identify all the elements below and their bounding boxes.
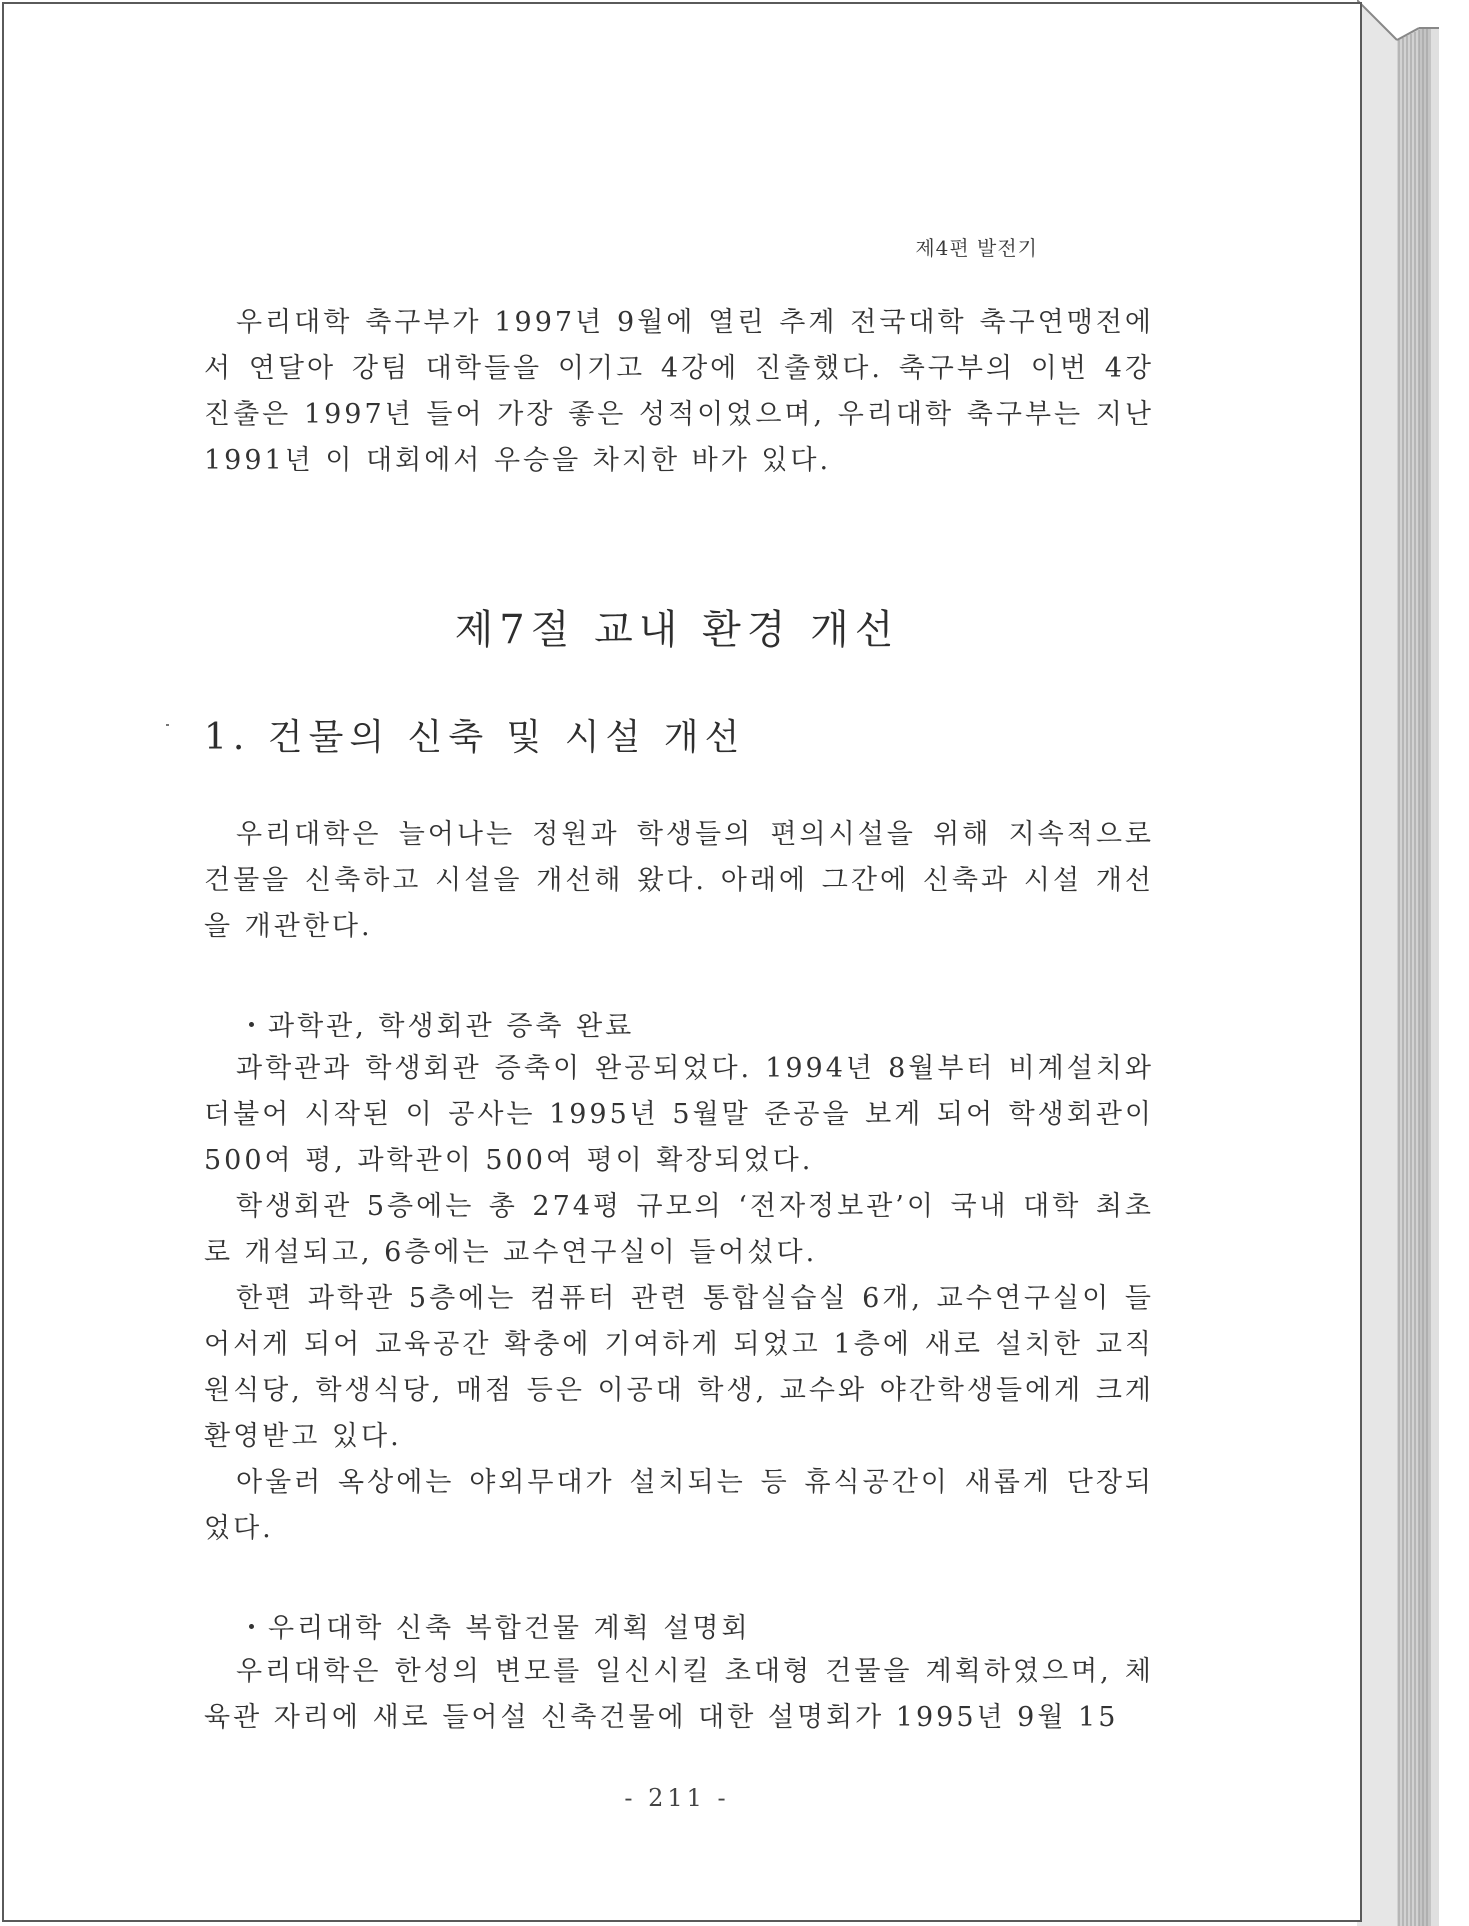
paragraph: 학생회관 5층에는 총 274평 규모의 ‘전자정보관’이 국내 대학 최초로 개설되고, 6층에는 교수연구실이 들어섰다. — [204, 1191, 1154, 1268]
intro-paragraph: 우리대학 축구부가 1997년 9월에 열린 추계 전국대학 축구연맹전에서 연달아 강팀 대학들을 이기고 4강에 진출했다. 축구부의 이번 4강 진출은 1997년 들어 가장 좋은 성적이었으며, 우리대학 축구부는 지난 1991년 이 대회에서 우승을 차지한 바가 있다. — [204, 307, 1154, 476]
paragraph: 과학관과 학생회관 증축이 완공되었다. 1994년 8월부터 비계설치와 더불어 시작된 이 공사는 1995년 5월말 준공을 보게 되어 학생회관이 500여 평, 과학관이 500여 평이 확장되었다. — [204, 1053, 1154, 1176]
margin-mark — [166, 724, 169, 726]
page-number: - 211 - — [624, 1784, 730, 1812]
section-title: 제7절 교내 환경 개선 — [454, 607, 900, 653]
paragraph: 한편 과학관 5층에는 컴퓨터 관련 통합실습실 6개, 교수연구실이 들어서게 되어 교육공간 확충에 기여하게 되었고 1층에 새로 설치한 교직원식당, 학생식당, 매점 등은 이공대 학생, 교수와 야간학생들에게 크게 환영받고 있다. — [204, 1283, 1154, 1452]
subsection-intro-paragraph: 우리대학은 늘어나는 정원과 학생들의 편의시설을 위해 지속적으로 건물을 신축하고 시설을 개선해 왔다. 아래에 그간에 신축과 시설 개선을 개관한다. — [204, 819, 1154, 942]
bullet-heading-science-hall: ・과학관, 학생회관 증축 완료 — [238, 1011, 635, 1042]
complex-building-paragraph: 우리대학은 한성의 변모를 일신시킬 초대형 건물을 계획하였으며, 체육관 자리에 새로 들어설 신축건물에 대한 설명회가 1995년 9월 15 — [204, 1656, 1154, 1733]
running-header: 제4편 발전기 — [915, 236, 1038, 260]
science-hall-section — [204, 1046, 1154, 1552]
document-page — [2, 2, 1362, 1922]
bullet-heading-complex-building: ・우리대학 신축 복합건물 계획 설명회 — [238, 1613, 751, 1644]
book-page-edges — [1357, 0, 1469, 1926]
paragraph: 아울러 옥상에는 야외무대가 설치되는 등 휴식공간이 새롭게 단장되었다. — [204, 1467, 1154, 1544]
subsection-title: 1. 건물의 신축 및 시설 개선 — [204, 717, 746, 758]
